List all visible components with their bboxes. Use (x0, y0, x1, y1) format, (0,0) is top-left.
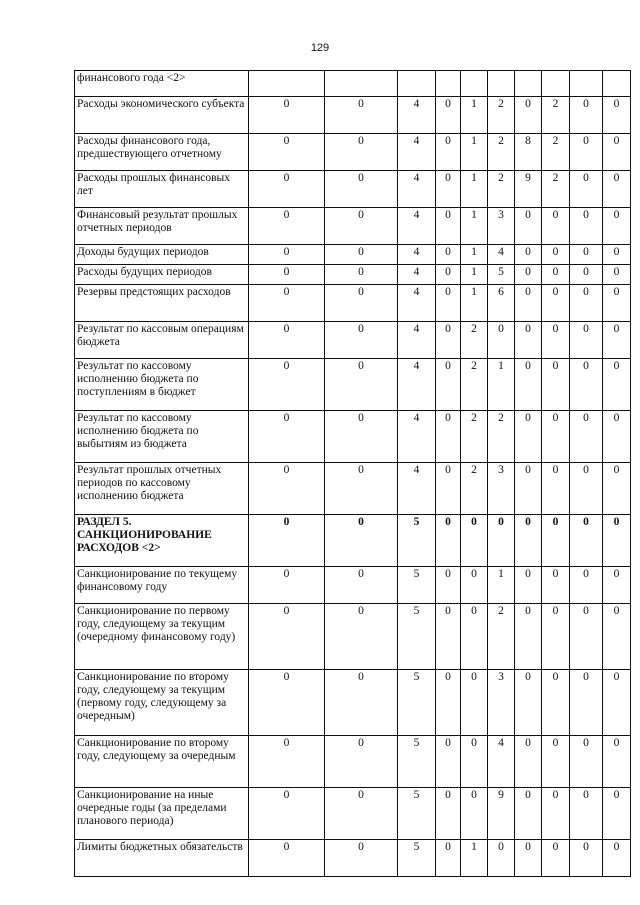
table-row (75, 245, 631, 265)
code-digit: 0 (325, 736, 398, 788)
code-digit: 0 (325, 265, 398, 285)
code-digit: 2 (542, 171, 570, 208)
code-digit: 0 (461, 604, 488, 670)
code-digit: 0 (249, 322, 325, 359)
code-digit: 4 (398, 171, 436, 208)
code-digit (325, 71, 398, 97)
code-digit: 0 (461, 736, 488, 788)
code-digit: 0 (325, 840, 398, 877)
code-digit: 0 (542, 245, 570, 265)
code-digit: 0 (603, 245, 631, 265)
code-digit: 1 (461, 245, 488, 265)
code-digit (398, 71, 436, 97)
code-digit: 5 (488, 265, 515, 285)
code-digit: 5 (398, 670, 436, 736)
code-digit: 0 (515, 515, 542, 567)
code-digit: 0 (542, 322, 570, 359)
code-digit (515, 71, 542, 97)
code-digit: 0 (570, 97, 603, 134)
code-digit: 0 (436, 736, 461, 788)
code-digit: 0 (515, 359, 542, 411)
code-digit: 0 (515, 245, 542, 265)
row-label: Результат по кассовым операциям бюджета (75, 322, 249, 359)
table-row (75, 208, 631, 245)
row-label: Санкционирование на иные очередные годы (за пределами планового периода) (75, 788, 249, 840)
code-digit: 0 (325, 134, 398, 171)
table-row (75, 265, 631, 285)
code-digit (488, 71, 515, 97)
row-label: Финансовый результат прошлых отчетных периодов (75, 208, 249, 245)
code-digit: 5 (398, 788, 436, 840)
code-digit: 0 (603, 134, 631, 171)
code-digit: 0 (570, 245, 603, 265)
code-digit: 4 (398, 208, 436, 245)
code-digit: 0 (570, 567, 603, 604)
code-digit: 0 (436, 171, 461, 208)
code-digit: 0 (436, 134, 461, 171)
code-digit: 0 (325, 670, 398, 736)
table-row (75, 515, 631, 567)
code-digit: 0 (570, 515, 603, 567)
code-digit: 0 (249, 515, 325, 567)
code-digit: 0 (488, 322, 515, 359)
code-digit: 0 (542, 265, 570, 285)
code-digit: 0 (570, 736, 603, 788)
code-digit: 0 (515, 463, 542, 515)
code-digit: 0 (515, 840, 542, 877)
code-digit: 0 (603, 567, 631, 604)
code-digit: 0 (570, 322, 603, 359)
code-digit: 1 (461, 171, 488, 208)
code-digit: 4 (398, 359, 436, 411)
row-label: Санкционирование по текущему финансовому году (75, 567, 249, 604)
code-digit: 0 (515, 604, 542, 670)
code-digit (603, 71, 631, 97)
code-digit: 1 (461, 208, 488, 245)
row-label: Санкционирование по первому году, следующему за текущим (очередному финансовому году) (75, 604, 249, 670)
code-digit: 0 (603, 285, 631, 322)
code-digit (570, 71, 603, 97)
code-digit: 1 (461, 134, 488, 171)
row-label: Расходы будущих периодов (75, 265, 249, 285)
code-digit: 9 (515, 171, 542, 208)
code-digit: 6 (488, 285, 515, 322)
code-digit: 0 (249, 736, 325, 788)
code-digit: 0 (325, 567, 398, 604)
code-digit: 0 (249, 97, 325, 134)
code-digit: 0 (461, 670, 488, 736)
code-digit: 0 (515, 736, 542, 788)
code-digit: 0 (249, 670, 325, 736)
code-digit: 0 (436, 567, 461, 604)
code-digit: 0 (603, 788, 631, 840)
code-digit: 4 (398, 322, 436, 359)
table-row (75, 171, 631, 208)
table-row (75, 463, 631, 515)
code-digit: 4 (398, 97, 436, 134)
code-digit: 0 (542, 411, 570, 463)
code-digit: 2 (488, 411, 515, 463)
code-digit: 0 (325, 604, 398, 670)
code-digit: 0 (436, 322, 461, 359)
code-digit: 0 (249, 567, 325, 604)
code-digit: 4 (488, 245, 515, 265)
row-label: Результат по кассовому исполнению бюджета по выбытиям из бюджета (75, 411, 249, 463)
code-digit: 0 (570, 670, 603, 736)
code-digit: 0 (570, 411, 603, 463)
table-row (75, 736, 631, 788)
code-digit: 0 (249, 840, 325, 877)
code-digit: 0 (570, 359, 603, 411)
code-digit: 1 (461, 265, 488, 285)
code-digit: 0 (515, 285, 542, 322)
code-digit: 5 (398, 515, 436, 567)
code-digit: 4 (398, 411, 436, 463)
code-digit: 2 (488, 97, 515, 134)
code-digit: 2 (488, 171, 515, 208)
code-digit (249, 71, 325, 97)
code-digit: 0 (603, 840, 631, 877)
code-digit (436, 71, 461, 97)
code-digit: 0 (436, 285, 461, 322)
code-digit: 0 (325, 515, 398, 567)
code-digit: 2 (488, 134, 515, 171)
code-digit: 0 (603, 359, 631, 411)
code-digit: 9 (488, 788, 515, 840)
code-digit: 0 (488, 515, 515, 567)
code-digit: 0 (515, 788, 542, 840)
code-digit: 0 (542, 840, 570, 877)
code-digit: 0 (570, 171, 603, 208)
code-digit: 8 (515, 134, 542, 171)
code-digit: 1 (488, 567, 515, 604)
code-digit: 0 (603, 604, 631, 670)
code-digit: 4 (398, 265, 436, 285)
table-row (75, 788, 631, 840)
code-digit: 4 (398, 463, 436, 515)
table-row (75, 567, 631, 604)
code-digit: 0 (325, 359, 398, 411)
code-digit: 0 (249, 208, 325, 245)
code-digit: 2 (461, 411, 488, 463)
code-digit: 0 (249, 285, 325, 322)
code-digit: 0 (542, 359, 570, 411)
row-label: Результат по кассовому исполнению бюджета по поступлениям в бюджет (75, 359, 249, 411)
code-digit: 0 (570, 285, 603, 322)
code-digit: 0 (436, 245, 461, 265)
code-digit: 1 (461, 97, 488, 134)
code-digit: 0 (249, 463, 325, 515)
code-digit: 4 (398, 285, 436, 322)
accounts-table (74, 70, 631, 877)
code-digit (542, 71, 570, 97)
code-digit: 5 (398, 736, 436, 788)
table-row (75, 285, 631, 322)
table-row (75, 604, 631, 670)
table-row (75, 670, 631, 736)
code-digit: 0 (603, 322, 631, 359)
code-digit: 0 (603, 265, 631, 285)
code-digit: 1 (461, 840, 488, 877)
code-digit: 0 (325, 322, 398, 359)
code-digit: 0 (249, 359, 325, 411)
code-digit: 0 (570, 134, 603, 171)
table-row (75, 322, 631, 359)
code-digit: 2 (542, 97, 570, 134)
row-label: Расходы финансового года, предшествующего отчетному (75, 134, 249, 171)
code-digit: 2 (542, 134, 570, 171)
code-digit: 2 (461, 463, 488, 515)
code-digit (461, 71, 488, 97)
code-digit: 0 (436, 411, 461, 463)
code-digit: 2 (461, 322, 488, 359)
code-digit: 0 (249, 788, 325, 840)
code-digit: 0 (436, 788, 461, 840)
code-digit: 4 (398, 134, 436, 171)
code-digit: 0 (436, 463, 461, 515)
code-digit: 0 (515, 265, 542, 285)
code-digit: 0 (542, 567, 570, 604)
code-digit: 0 (542, 670, 570, 736)
code-digit: 2 (488, 604, 515, 670)
row-label: Доходы будущих периодов (75, 245, 249, 265)
row-label: финансового года <2> (75, 71, 249, 97)
code-digit: 0 (515, 322, 542, 359)
code-digit: 0 (542, 515, 570, 567)
code-digit: 0 (542, 736, 570, 788)
code-digit: 0 (249, 134, 325, 171)
code-digit: 4 (398, 245, 436, 265)
code-digit: 0 (461, 788, 488, 840)
row-label: Расходы экономического субъекта (75, 97, 249, 134)
code-digit: 0 (325, 171, 398, 208)
table-row (75, 840, 631, 877)
code-digit: 0 (603, 670, 631, 736)
code-digit: 0 (515, 411, 542, 463)
code-digit: 4 (488, 736, 515, 788)
code-digit: 0 (542, 604, 570, 670)
table-row (75, 97, 631, 134)
code-digit: 0 (570, 604, 603, 670)
code-digit: 2 (461, 359, 488, 411)
code-digit: 0 (436, 604, 461, 670)
code-digit: 3 (488, 463, 515, 515)
code-digit: 3 (488, 670, 515, 736)
code-digit: 0 (570, 463, 603, 515)
code-digit: 0 (436, 515, 461, 567)
code-digit: 0 (249, 604, 325, 670)
code-digit: 0 (436, 265, 461, 285)
code-digit: 1 (461, 285, 488, 322)
code-digit: 0 (515, 567, 542, 604)
code-digit: 0 (603, 515, 631, 567)
code-digit: 0 (325, 463, 398, 515)
table-row (75, 134, 631, 171)
row-label: Лимиты бюджетных обязательств (75, 840, 249, 877)
code-digit: 0 (249, 245, 325, 265)
row-label: Резервы предстоящих расходов (75, 285, 249, 322)
row-label: Результат прошлых отчетных периодов по кассовому исполнению бюджета (75, 463, 249, 515)
code-digit: 0 (436, 670, 461, 736)
code-digit: 0 (542, 788, 570, 840)
page-number: 129 (310, 42, 330, 54)
code-digit: 0 (436, 840, 461, 877)
code-digit: 0 (603, 463, 631, 515)
code-digit: 0 (542, 208, 570, 245)
row-label: Санкционирование по второму году, следующему за текущим (первому году, следующему за очередным) (75, 670, 249, 736)
code-digit: 0 (603, 97, 631, 134)
row-label: РАЗДЕЛ 5. САНКЦИОНИРОВАНИЕ РАСХОДОВ <2> (75, 515, 249, 567)
code-digit: 1 (488, 359, 515, 411)
code-digit: 0 (570, 840, 603, 877)
code-digit: 0 (436, 359, 461, 411)
code-digit: 0 (570, 265, 603, 285)
code-digit: 5 (398, 567, 436, 604)
code-digit: 0 (570, 788, 603, 840)
code-digit: 0 (488, 840, 515, 877)
code-digit: 0 (570, 208, 603, 245)
row-label: Санкционирование по второму году, следующему за очередным (75, 736, 249, 788)
code-digit: 0 (436, 97, 461, 134)
code-digit: 0 (515, 97, 542, 134)
code-digit: 0 (325, 208, 398, 245)
code-digit: 0 (325, 788, 398, 840)
code-digit: 0 (515, 208, 542, 245)
code-digit: 0 (603, 208, 631, 245)
table-row (75, 71, 631, 97)
code-digit: 0 (603, 171, 631, 208)
code-digit: 5 (398, 840, 436, 877)
code-digit: 0 (249, 171, 325, 208)
code-digit: 0 (542, 285, 570, 322)
code-digit: 0 (325, 245, 398, 265)
code-digit: 0 (436, 208, 461, 245)
code-digit: 0 (461, 567, 488, 604)
code-digit: 0 (249, 411, 325, 463)
code-digit: 0 (603, 736, 631, 788)
code-digit: 0 (461, 515, 488, 567)
code-digit: 3 (488, 208, 515, 245)
code-digit: 5 (398, 604, 436, 670)
table-row (75, 359, 631, 411)
code-digit: 0 (603, 411, 631, 463)
code-digit: 0 (325, 411, 398, 463)
table-row (75, 411, 631, 463)
row-label: Расходы прошлых финансовых лет (75, 171, 249, 208)
code-digit: 0 (542, 463, 570, 515)
code-digit: 0 (325, 285, 398, 322)
code-digit: 0 (325, 97, 398, 134)
code-digit: 0 (249, 265, 325, 285)
code-digit: 0 (515, 670, 542, 736)
